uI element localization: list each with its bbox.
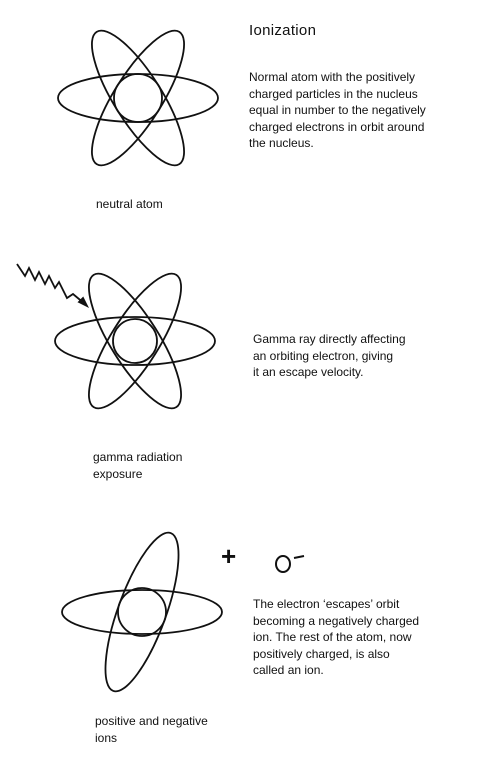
orbit-diagonal-right — [76, 19, 199, 177]
orbit-horizontal — [62, 590, 222, 634]
neutral-atom-description: Normal atom with the positively charged particles in the nucleus equal in number to the negatively charged electrons in orbit around the nucleus. — [249, 70, 426, 150]
nucleus — [113, 319, 157, 363]
gamma-description: Gamma ray directly affecting an orbiting electron, giving it an escape velocity. — [253, 332, 406, 379]
neutral-atom-caption: neutral atom — [96, 197, 163, 211]
ions-description: The electron ‘escapes’ orbit becoming a negatively charged ion. The rest of the atom, now positively charged, is also called an ion. — [253, 597, 420, 677]
orbit-diagonal-left — [76, 19, 199, 177]
gamma-atom-diagram — [55, 268, 225, 428]
orbit-diagonal-left — [73, 262, 196, 420]
orbit-diagonal-right — [73, 262, 196, 420]
plus-sign: + — [221, 541, 237, 571]
neutral-atom-diagram — [55, 25, 225, 185]
nucleus — [118, 588, 166, 636]
nucleus — [114, 74, 162, 122]
electron-circle — [276, 556, 290, 572]
ions-caption: positive and negative ions — [95, 714, 208, 745]
positive-ion-diagram — [60, 535, 230, 705]
page-title: Ionization — [249, 22, 317, 39]
gamma-caption: gamma radiation exposure — [93, 450, 183, 481]
orbit-horizontal — [58, 74, 218, 122]
orbit-diagonal — [91, 525, 194, 699]
free-electron — [272, 552, 312, 574]
orbit-horizontal — [55, 317, 215, 365]
minus-sign — [294, 556, 304, 558]
